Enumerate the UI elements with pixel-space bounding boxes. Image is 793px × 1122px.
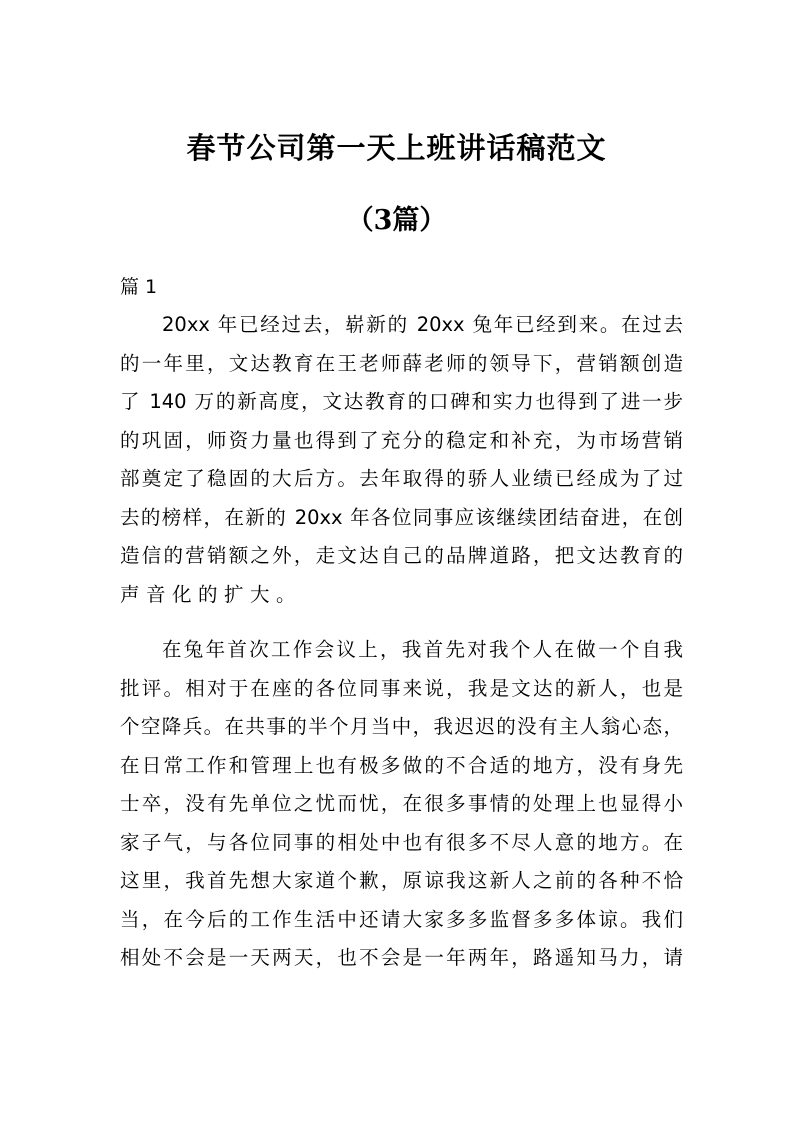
- text-line: 这里，我首先想大家道个歉，原谅我这新人之前的各种不恰: [120, 869, 683, 892]
- text-line: 去的榜样，在新的 20xx 年各位同事应该继续团结奋进，在创: [120, 505, 683, 529]
- text-line: 在日常工作和管理上也有极多做的不合适的地方，没有身先: [120, 753, 683, 777]
- document-subtitle: （3篇）: [346, 205, 447, 236]
- paragraph-1: [120, 306, 683, 614]
- text-line: 在兔年首次工作会议上，我首先对我个人在做一个自我: [162, 638, 683, 661]
- text-line: 当，在今后的工作生活中还请大家多多监督多多体谅。我们: [120, 907, 683, 931]
- text-line: 了 140 万的新高度，文达教育的口碑和实力也得到了进一步: [120, 390, 683, 413]
- text-line: 造信的营销额之外，走文达自己的品牌道路，把文达教育的: [120, 544, 683, 567]
- text-line: 家子气，与各位同事的相处中也有很多不尽人意的地方。在: [120, 830, 683, 854]
- paragraph-2: [120, 631, 683, 978]
- text-line: 批评。相对于在座的各位同事来说，我是文达的新人，也是: [120, 676, 683, 700]
- text-line: 声音化的扩大。: [120, 582, 303, 606]
- text-line: 个空降兵。在共事的半个月当中，我迟迟的没有主人翁心态，: [120, 715, 683, 738]
- text-line: 的巩固，师资力量也得到了充分的稳定和补充，为市场营销: [120, 428, 683, 452]
- text-line: 20xx 年已经过去，崭新的 20xx 兔年已经到来。在过去: [162, 313, 683, 336]
- document-title: 春节公司第一天上班讲话稿范文: [186, 131, 607, 165]
- text-line: 士卒，没有先单位之忧而忧，在很多事情的处理上也显得小: [120, 792, 683, 815]
- text-line: 相处不会是一天两天，也不会是一年两年，路遥知马力，请: [120, 946, 683, 969]
- text-line: 部奠定了稳固的大后方。去年取得的骄人业绩已经成为了过: [120, 467, 683, 490]
- text-line: 的一年里，文达教育在王老师薛老师的领导下，营销额创造: [120, 351, 683, 375]
- section-label: 篇 1: [120, 276, 158, 298]
